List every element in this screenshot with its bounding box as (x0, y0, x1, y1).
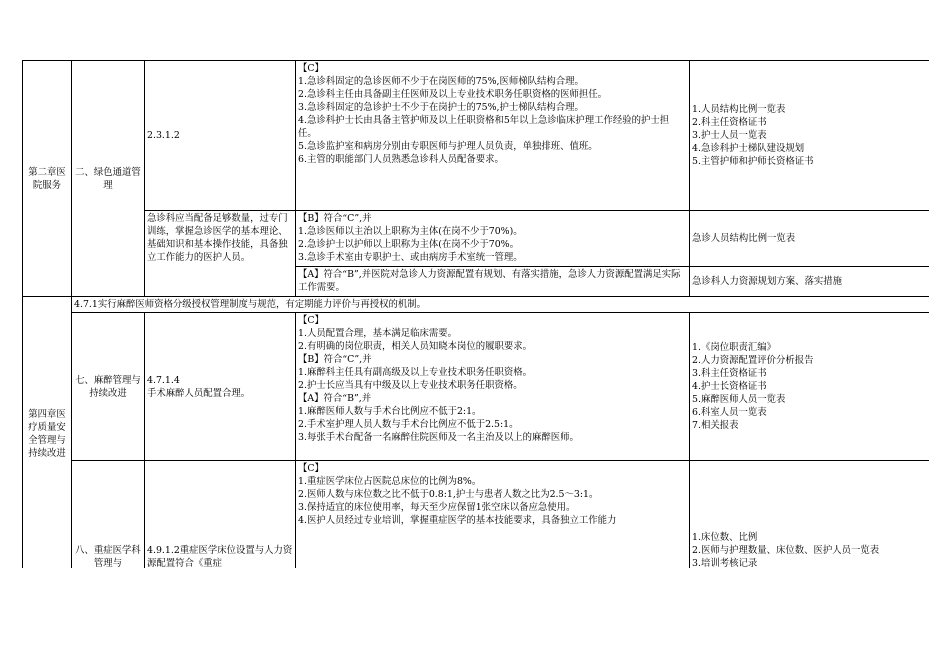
standard-line: 3.急诊手术室由专职护士、或由病房手术室统一管理。 (298, 252, 523, 263)
chapter-4-cell: 第四章医疗质量安全管理与持续改进 (23, 297, 72, 569)
standard-line: 1.麻醉科主任具有副高级及以上专业技术职务任职资格。 (298, 367, 532, 378)
item-4-7-1-4 (145, 313, 296, 461)
table-row (23, 211, 930, 267)
standards-table (22, 60, 929, 568)
section-2-cell: 二、绿色通道管理 (72, 61, 145, 297)
table-row (23, 313, 930, 461)
standard-2-3-1-2-b (296, 211, 690, 267)
standard-line: 【B】符合“C”,并 (298, 354, 372, 365)
evidence-2-3-1-2-b: 急诊人员结构比例一览表 (690, 211, 930, 267)
item-code-2-3-1-2: 2.3.1.2 (145, 61, 296, 211)
item-4-7-1: 4.7.1实行麻醉医师资格分级授权管理制度与规范，有定期能力评价与再授权的机制。 (72, 297, 930, 313)
evidence-4-7-1-4 (690, 313, 930, 461)
standard-line: 3.每张手术台配备一名麻醉住院医师及一名主治及以上的麻醉医师。 (298, 432, 579, 443)
evidence-line: 2.医师与护理数量、床位数、医护人员一览表 (692, 545, 880, 556)
standard-line: 【B】符合“C”,并 (298, 213, 372, 224)
standard-2-3-1-2-a (296, 267, 690, 297)
evidence-line: 7.相关报表 (692, 420, 739, 431)
evidence-line: 5.主管护师和护师长资格证书 (692, 156, 814, 167)
evidence-2-3-1-2-c (690, 61, 930, 211)
evidence-line: 3.培训考核记录 (692, 558, 758, 568)
evidence-line: 3.科主任资格证书 (692, 368, 767, 379)
standard-line: 1.麻醉医师人数与手术台比例应不低于2:1。 (298, 406, 482, 417)
evidence-2-3-1-2-a: 急诊科人力资源规划方案、落实措施 (690, 267, 930, 297)
item-code: 4.7.1.4 (147, 374, 180, 386)
standard-line: 2.护士长应当具有中级及以上专业技术职务任职资格。 (298, 380, 523, 391)
chapter-2-cell: 第二章医院服务 (23, 61, 72, 297)
evidence-line: 2.科主任资格证书 (692, 117, 767, 128)
evidence-line: 1.《岗位职责汇编》 (692, 342, 776, 353)
standard-line: 4.急诊科护士长由具备主管护师及以上任职资格和5年以上急诊临床护理工作经验的护士担任。 (298, 115, 670, 139)
standard-line: 2.有明确的岗位职责，相关人员知晓本岗位的履职要求。 (298, 341, 532, 352)
standard-line: 2.急诊护士以护师以上职称为主体(在岗不少于70%。 (298, 239, 519, 250)
standard-line: 【C】 (298, 463, 324, 474)
standard-line: 【A】符合“B”,并医院对急诊人力资源配置有规划、有落实措施，急诊人力资源配置满足实际工作需要。 (298, 269, 681, 293)
standard-line: 1.急诊科固定的急诊医师不少于在岗医师的75%,医师梯队结构合理。 (298, 76, 584, 87)
standard-line: 1.急诊医师以主治以上职称为主体(在岗不少于70%)。 (298, 226, 523, 237)
evidence-line: 4.急诊科护士梯队建设规划 (692, 143, 805, 154)
evidence-line: 1.床位数、比例 (692, 532, 758, 543)
evidence-line: 3.护士人员一览表 (692, 130, 767, 141)
standard-line: 2.急诊科主任由具备副主任医师及以上专业技术职务任职资格的医师担任。 (298, 89, 607, 100)
standard-4-9-1-2 (296, 461, 690, 569)
standard-line: 1.人员配置合理，基本满足临床需要。 (298, 328, 457, 339)
standard-line: 6.主管的职能部门人员熟悉急诊科人员配备要求。 (298, 154, 504, 165)
evidence-line: 2.人力资源配置评价分析报告 (692, 355, 814, 366)
section-7-cell: 七、麻醉管理与持续改进 (72, 313, 145, 461)
table-row (23, 61, 930, 211)
table-row (23, 461, 930, 569)
standard-line: 3.保持适宜的床位使用率，每天至少应保留1张空床以备应急使用。 (298, 502, 576, 513)
section-8-cell: 八、重症医学科管理与 (72, 461, 145, 569)
table-row (23, 297, 930, 313)
standard-4-7-1-4 (296, 313, 690, 461)
standard-line: 1.重症医学床位占医院总床位的比例为8%。 (298, 476, 482, 487)
standard-line: 【C】 (298, 63, 324, 74)
evidence-line: 6.科室人员一览表 (692, 407, 767, 418)
standard-line: 【A】符合“B”,并 (298, 393, 372, 404)
evidence-4-9-1-2 (690, 461, 930, 569)
item-desc: 手术麻醉人员配置合理。 (147, 387, 251, 399)
standard-2-3-1-2-c (296, 61, 690, 211)
item-4-9-1-2: 4.9.1.2重症医学床位设置与人力资源配置符合《重症 (145, 461, 296, 569)
standard-line: 【C】 (298, 315, 324, 326)
item-desc-2-3-1-2: 急诊科应当配备足够数量，过专门训练，掌握急诊医学的基本理论、基础知识和基本操作技能，具备独立工作能力的医护人员。 (145, 211, 296, 297)
standard-line: 2.医师人数与床位数之比不低于0.8:1,护士与患者人数之比为2.5～3:1。 (298, 489, 599, 500)
standard-line: 5.急诊监护室和病房分别由专职医师与护理人员负责，单独排班、值班。 (298, 141, 598, 152)
standard-line: 2.手术室护理人员人数与手术台比例应不低于2.5:1。 (298, 419, 519, 430)
evidence-line: 5.麻醉医师人员一览表 (692, 394, 786, 405)
standards-table-page (22, 60, 929, 568)
standard-line: 4.医护人员经过专业培训，掌握重症医学的基本技能要求，具备独立工作能力 (298, 515, 617, 526)
evidence-line: 1.人员结构比例一览表 (692, 104, 786, 115)
standard-line: 3.急诊科固定的急诊护士不少于在岗护士的75%,护士梯队结构合理。 (298, 102, 584, 113)
evidence-line: 4.护士长资格证书 (692, 381, 767, 392)
